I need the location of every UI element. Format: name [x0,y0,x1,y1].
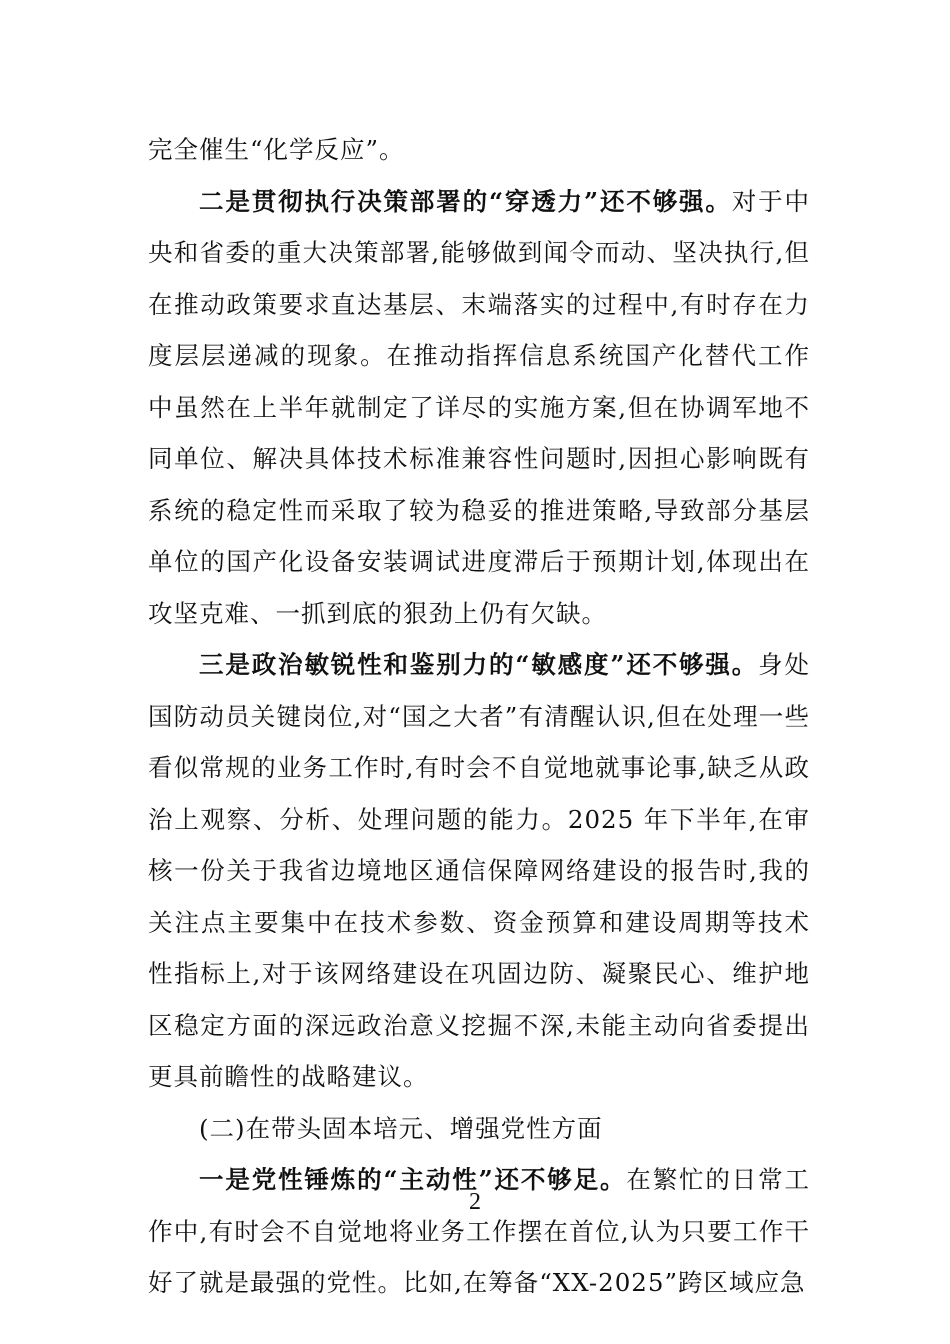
paragraph-lead: 一是党性锤炼的“主动性”还不够足。 [199,1165,627,1194]
page-number: 2 [469,1189,481,1215]
paragraph-point-one [148,1154,810,1309]
paragraph-text: 在繁忙的日常工作中,有时会不自觉地将业务工作摆在首位,认为只要工作干好了就是最强的党性。比如,在筹备“XX-2025”跨区域应急 [148,1165,810,1297]
section-heading [148,1103,810,1155]
paragraph-text: 对于中央和省委的重大决策部署,能够做到闻令而动、坚决执行,但在推动政策要求直达基层、末端落实的过程中,有时存在力度层层递减的现象。在推动指挥信息系统国产化替代工作中虽然在上半年就制定了详尽的实施方案,但在协调军地不同单位、解决具体技术标准兼容性问题时,因担心影响既有系统的稳定性而采取了较为稳妥的推进策略,导致部分基层单位的国产化设备安装调试进度滞后于预期计划,体现出在攻坚克难、一抓到底的狠劲上仍有欠缺。 [148,186,811,628]
paragraph-continuation [148,124,810,176]
paragraph-point-two [148,176,810,640]
paragraph-point-three [148,639,810,1103]
document-body [148,124,810,1309]
paragraph-text: 完全催生“化学反应”。 [148,135,405,164]
paragraph-text: 身处国防动员关键岗位,对“国之大者”有清醒认识,但在处理一些看似常规的业务工作时,有时会不自觉地就事论事,缺乏从政治上观察、分析、处理问题的能力。2025 年下半年,在审核一份关于我省边境地区通信保障网络建设的报告时,我的关注点主要集中在技术参数、资金预算和建设周期等技术性指标上,对于该网络建设在巩固边防、凝聚民心、维护地区稳定方面的深远政治意义挖掘不深,未能主动向省委提出更具前瞻性的战略建议。 [148,650,811,1091]
paragraph-lead: 三是政治敏锐性和鉴别力的“敏感度”还不够强。 [199,650,759,679]
section-heading-text: (二)在带头固本培元、增强党性方面 [199,1113,603,1143]
paragraph-lead: 二是贯彻执行决策部署的“穿透力”还不够强。 [199,186,732,216]
